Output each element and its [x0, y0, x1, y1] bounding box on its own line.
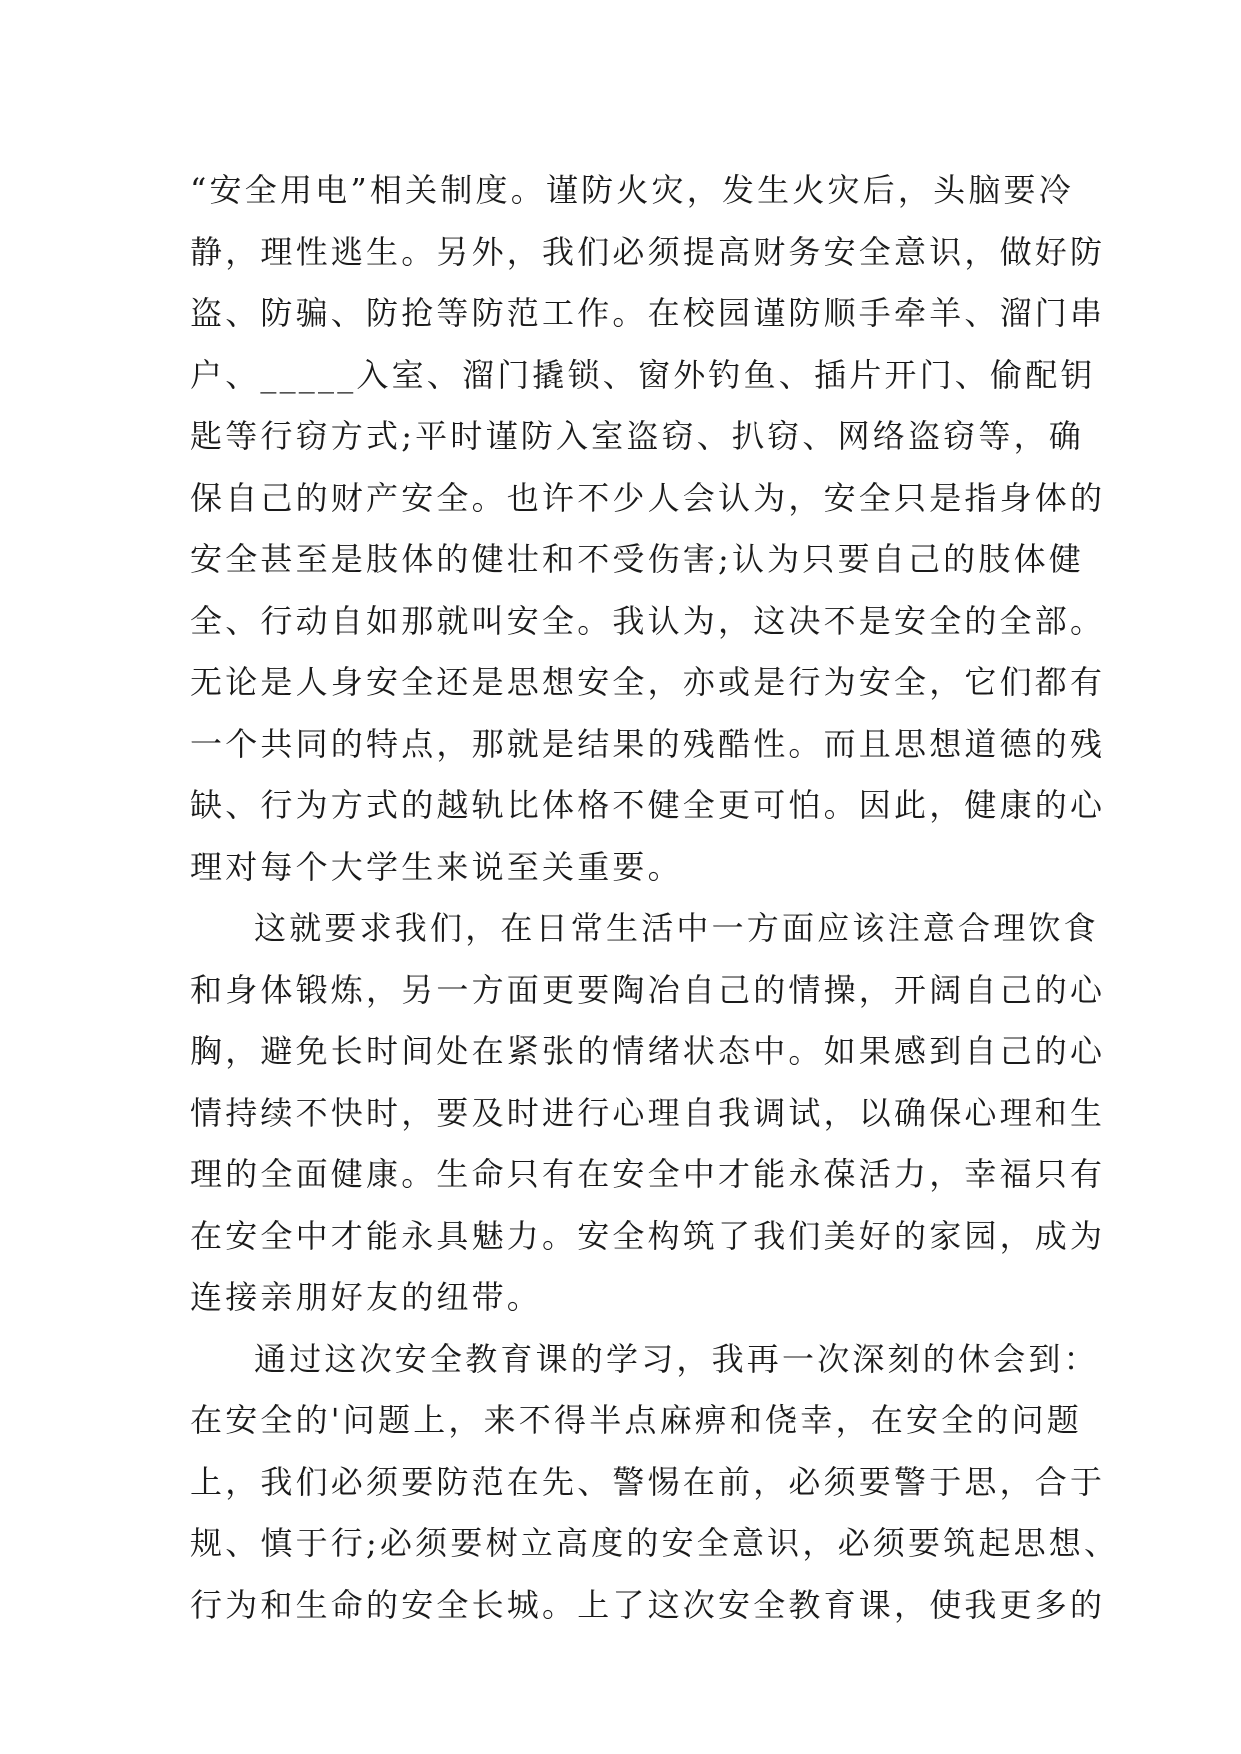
text-line: 在安全中才能永具魅力。安全构筑了我们美好的家园，成为 — [190, 1216, 1106, 1255]
text-line: 缺、行为方式的越轨比体格不健全更可怕。因此，健康的心 — [190, 786, 1106, 824]
text-line: 上，我们必须要防范在先、警惕在前，必须要警于思，合于 — [190, 1462, 1106, 1501]
text-line-with-blank — [190, 345, 1096, 407]
document-body — [190, 160, 1120, 1636]
text-line: 盗、防骗、防抢等防范工作。在校园谨防顺手牵羊、溜门串 — [190, 294, 1106, 332]
text-line: 行为和生命的安全长城。上了这次安全教育课，使我更多的 — [190, 1585, 1106, 1624]
text-line: 全、行动自如那就叫安全。我认为，这决不是安全的全部。 — [190, 601, 1106, 640]
text-line: 静，理性逃生。另外，我们必须提高财务安全意识，做好防 — [190, 232, 1106, 271]
text-line: “安全用电”相关制度。谨防火灾，发生火灾后，头脑要冷 — [190, 171, 1074, 209]
fill-in-blank: _____ — [260, 355, 357, 394]
text-line: 连接亲朋好友的纽带。 — [190, 1278, 543, 1316]
paragraph-first-line: 通过这次安全教育课的学习，我再一次深刻的休会到： — [254, 1339, 1099, 1378]
text-line: 情持续不快时，要及时进行心理自我调试，以确保心理和生 — [190, 1093, 1106, 1132]
text-segment: 入室、溜门撬锁、窗外钓鱼、插片开门、偷配钥 — [356, 355, 1096, 394]
text-line: 胸，避免长时间处在紧张的情绪状态中。如果感到自己的心 — [190, 1032, 1106, 1070]
text-line: 理的全面健康。生命只有在安全中才能永葆活力，幸福只有 — [190, 1155, 1106, 1193]
text-line: 理对每个大学生来说至关重要。 — [190, 847, 683, 886]
text-line: 保自己的财产安全。也许不少人会认为，安全只是指身体的 — [190, 478, 1106, 517]
text-line: 一个共同的特点，那就是结果的残酷性。而且思想道德的残 — [190, 724, 1106, 763]
text-line: 匙等行窃方式;平时谨防入室盗窃、扒窃、网络盗窃等，确 — [190, 417, 1084, 455]
text-segment: 户、 — [190, 355, 261, 394]
text-line: 无论是人身安全还是思想安全，亦或是行为安全，它们都有 — [190, 663, 1106, 701]
text-line: 安全甚至是肢体的健壮和不受伤害;认为只要自己的肢体健 — [190, 540, 1084, 578]
text-line: 和身体锻炼，另一方面更要陶冶自己的情操，开阔自己的心 — [190, 970, 1106, 1009]
paragraph-first-line: 这就要求我们，在日常生活中一方面应该注意合理饮食 — [254, 909, 1099, 947]
text-line: 在安全的'问题上，来不得半点麻痹和侥幸，在安全的问题 — [190, 1401, 1082, 1439]
text-line: 规、慎于行;必须要树立高度的安全意识，必须要筑起思想、 — [190, 1524, 1120, 1562]
